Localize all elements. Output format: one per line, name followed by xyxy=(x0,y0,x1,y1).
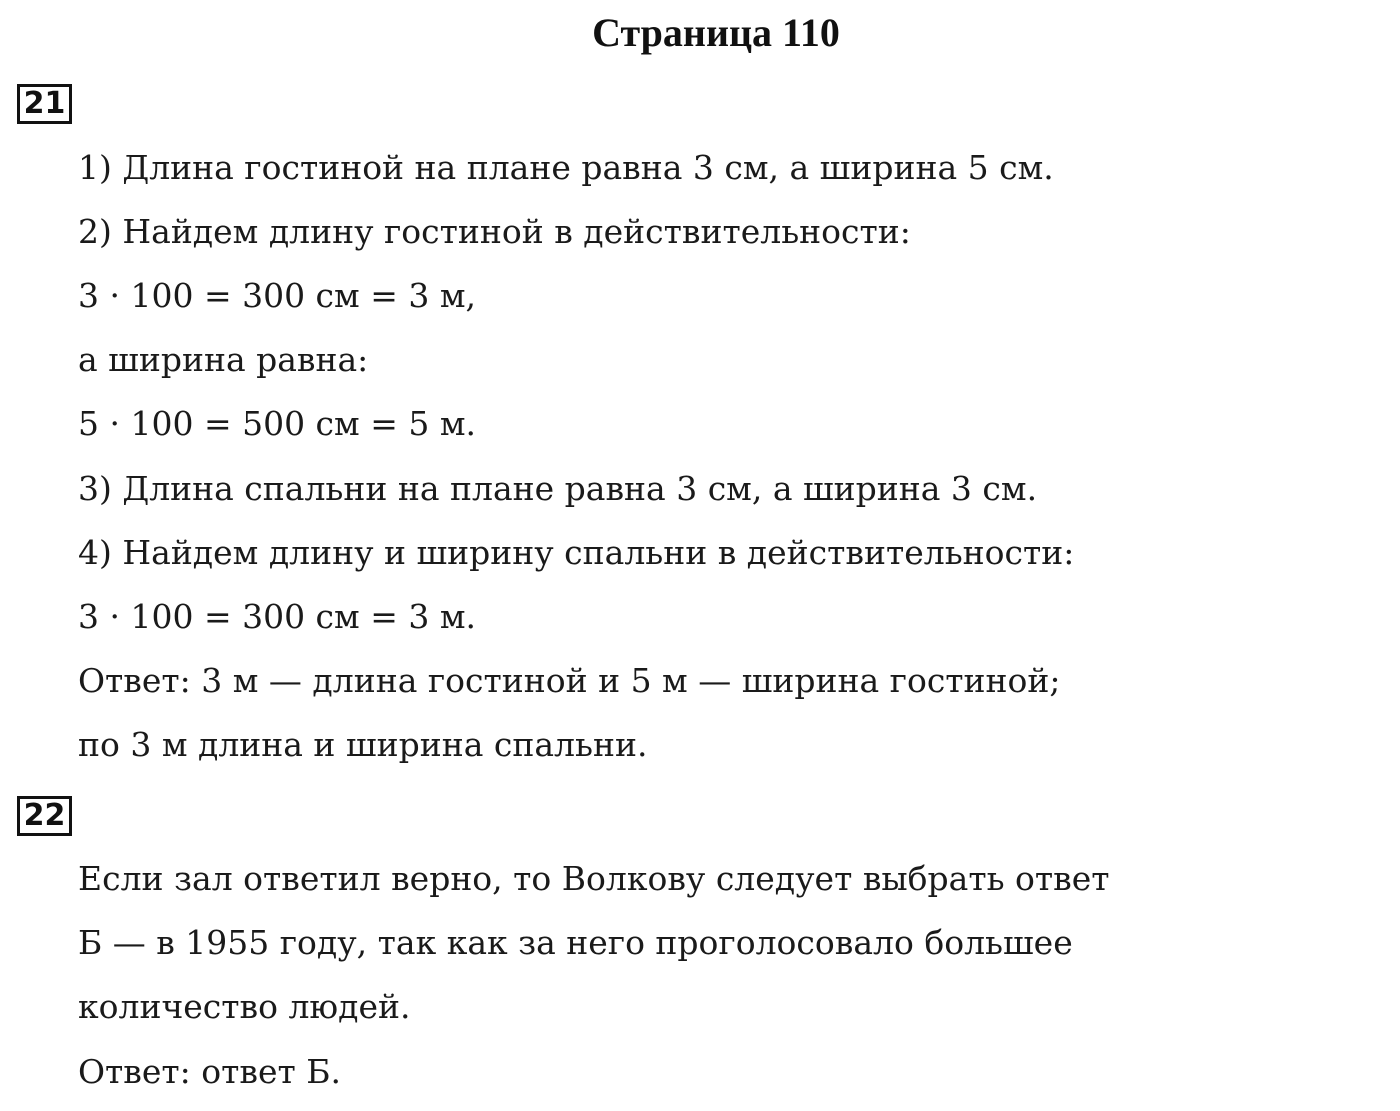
equation-line: 5 · 100 = 500 см = 5 м. xyxy=(78,404,476,443)
answer-line: Ответ: 3 м — длина гостиной и 5 м — ширина гостиной; xyxy=(78,661,1061,700)
answer-line: Ответ: ответ Б. xyxy=(78,1052,342,1091)
solution-line: 1) Длина гостиной на плане равна 3 см, а ширина 5 см. xyxy=(78,148,1054,187)
task-number-badge: 22 xyxy=(17,796,72,836)
solution-line: Б — в 1955 году, так как за него проголосовало большее xyxy=(78,923,1073,962)
solution-line: количество людей. xyxy=(78,987,411,1026)
equation-line: 3 · 100 = 300 см = 3 м, xyxy=(78,276,476,315)
solution-line: а ширина равна: xyxy=(78,340,369,379)
solution-line: 4) Найдем длину и ширину спальни в действительности: xyxy=(78,533,1075,572)
solution-line: 2) Найдем длину гостиной в действительности: xyxy=(78,212,911,251)
equation-line: 3 · 100 = 300 см = 3 м. xyxy=(78,597,476,636)
solution-line: 3) Длина спальни на плане равна 3 см, а ширина 3 см. xyxy=(78,469,1038,508)
solution-line: Если зал ответил верно, то Волкову следует выбрать ответ xyxy=(78,859,1110,898)
page-title: Страница 110 xyxy=(592,10,840,55)
answer-line: по 3 м длина и ширина спальни. xyxy=(78,725,648,764)
task-number-badge: 21 xyxy=(17,84,72,124)
